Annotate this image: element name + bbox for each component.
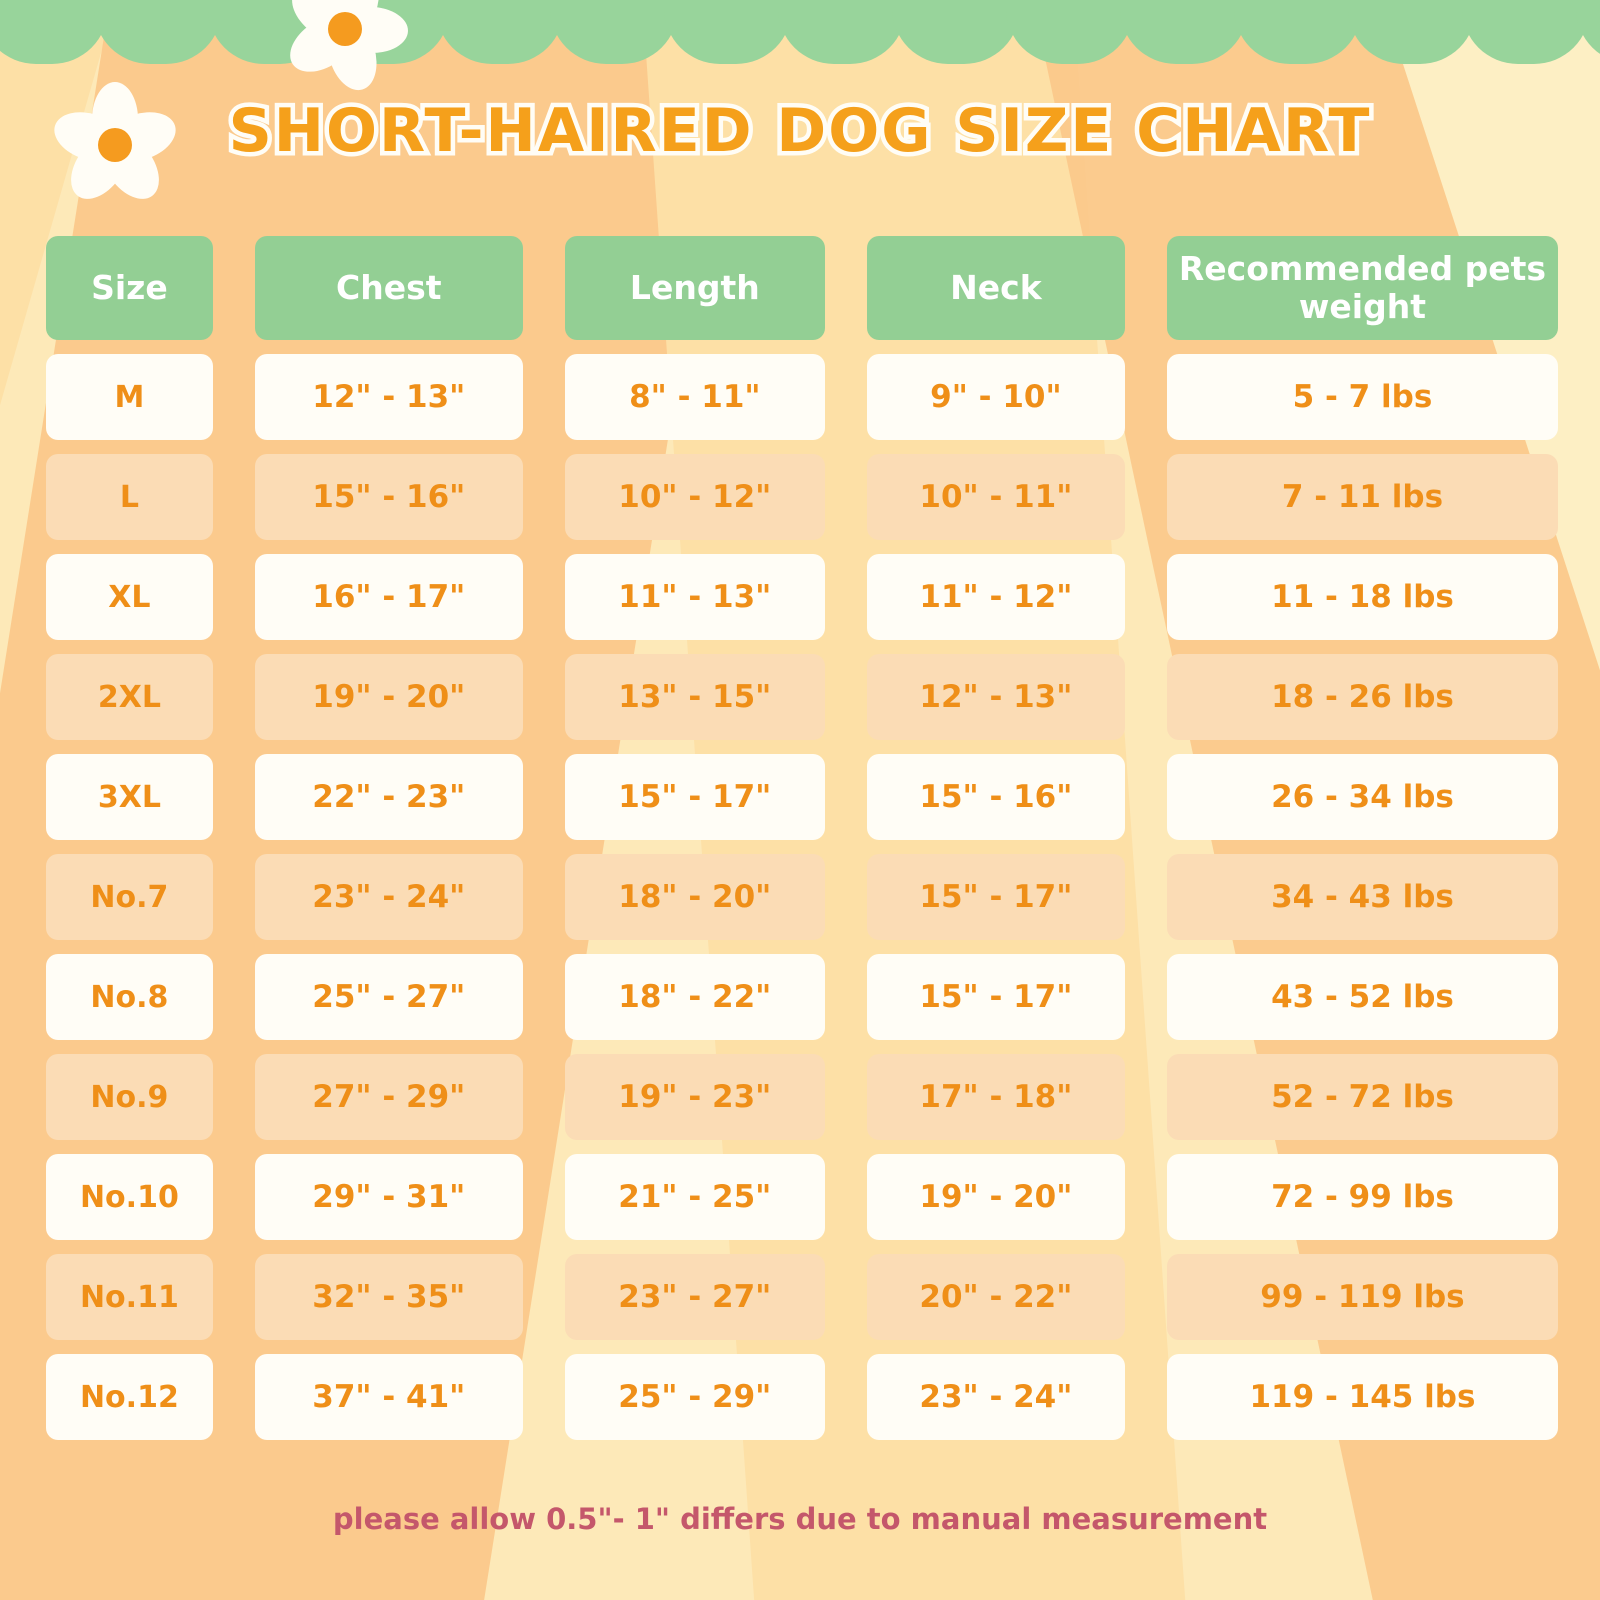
cell-size: No.12	[46, 1354, 213, 1440]
cell-length: 18" - 22"	[565, 954, 825, 1040]
cell-size: No.7	[46, 854, 213, 940]
cell-neck: 15" - 16"	[867, 754, 1125, 840]
table-row	[46, 954, 1558, 1040]
cell-length: 18" - 20"	[565, 854, 825, 940]
column-header-chest: Chest	[255, 236, 523, 340]
cell-weight: 43 - 52 lbs	[1167, 954, 1558, 1040]
cell-chest: 37" - 41"	[255, 1354, 523, 1440]
column-header-neck: Neck	[867, 236, 1125, 340]
measurement-disclaimer: please allow 0.5"- 1" differs due to manual measurement	[332, 1502, 1268, 1536]
cell-weight: 119 - 145 lbs	[1167, 1354, 1558, 1440]
cell-neck: 12" - 13"	[867, 654, 1125, 740]
table-row	[46, 454, 1558, 540]
table-row	[46, 754, 1558, 840]
cell-size: 2XL	[46, 654, 213, 740]
cell-chest: 19" - 20"	[255, 654, 523, 740]
table-row	[46, 1054, 1558, 1140]
cell-size: No.8	[46, 954, 213, 1040]
cell-size: 3XL	[46, 754, 213, 840]
cell-length: 19" - 23"	[565, 1054, 825, 1140]
cell-chest: 32" - 35"	[255, 1254, 523, 1340]
cell-neck: 23" - 24"	[867, 1354, 1125, 1440]
cell-chest: 27" - 29"	[255, 1054, 523, 1140]
table-row	[46, 1154, 1558, 1240]
table-row	[46, 554, 1558, 640]
cell-size: XL	[46, 554, 213, 640]
table-row	[46, 654, 1558, 740]
cell-chest: 22" - 23"	[255, 754, 523, 840]
cell-size: No.9	[46, 1054, 213, 1140]
cell-neck: 10" - 11"	[867, 454, 1125, 540]
cell-size: L	[46, 454, 213, 540]
cell-weight: 99 - 119 lbs	[1167, 1254, 1558, 1340]
cell-weight: 18 - 26 lbs	[1167, 654, 1558, 740]
cell-chest: 29" - 31"	[255, 1154, 523, 1240]
cell-size: No.11	[46, 1254, 213, 1340]
cell-neck: 15" - 17"	[867, 854, 1125, 940]
cell-weight: 26 - 34 lbs	[1167, 754, 1558, 840]
table-row	[46, 1354, 1558, 1440]
cell-neck: 17" - 18"	[867, 1054, 1125, 1140]
cell-size: No.10	[46, 1154, 213, 1240]
cell-size: M	[46, 354, 213, 440]
column-header-length: Length	[565, 236, 825, 340]
column-header-size: Size	[46, 236, 213, 340]
cell-length: 15" - 17"	[565, 754, 825, 840]
table-row	[46, 854, 1558, 940]
cell-neck: 15" - 17"	[867, 954, 1125, 1040]
cell-length: 11" - 13"	[565, 554, 825, 640]
size-chart-table	[46, 236, 1558, 1454]
cell-chest: 15" - 16"	[255, 454, 523, 540]
cell-chest: 23" - 24"	[255, 854, 523, 940]
cell-weight: 72 - 99 lbs	[1167, 1154, 1558, 1240]
cell-weight: 52 - 72 lbs	[1167, 1054, 1558, 1140]
cell-weight: 7 - 11 lbs	[1167, 454, 1558, 540]
cell-length: 21" - 25"	[565, 1154, 825, 1240]
cell-weight: 5 - 7 lbs	[1167, 354, 1558, 440]
cell-chest: 16" - 17"	[255, 554, 523, 640]
cell-weight: 11 - 18 lbs	[1167, 554, 1558, 640]
cell-length: 13" - 15"	[565, 654, 825, 740]
cell-weight: 34 - 43 lbs	[1167, 854, 1558, 940]
page-title: SHORT-HAIRED DOG SIZE CHART	[228, 96, 1372, 166]
table-header-row	[46, 236, 1558, 340]
column-header-recommended-weight: Recommended pets weight	[1167, 236, 1558, 340]
cell-length: 8" - 11"	[565, 354, 825, 440]
cell-length: 10" - 12"	[565, 454, 825, 540]
cell-neck: 9" - 10"	[867, 354, 1125, 440]
cell-neck: 20" - 22"	[867, 1254, 1125, 1340]
cell-length: 25" - 29"	[565, 1354, 825, 1440]
cell-neck: 11" - 12"	[867, 554, 1125, 640]
cell-neck: 19" - 20"	[867, 1154, 1125, 1240]
table-row	[46, 354, 1558, 440]
cell-chest: 25" - 27"	[255, 954, 523, 1040]
cell-length: 23" - 27"	[565, 1254, 825, 1340]
cell-chest: 12" - 13"	[255, 354, 523, 440]
table-row	[46, 1254, 1558, 1340]
